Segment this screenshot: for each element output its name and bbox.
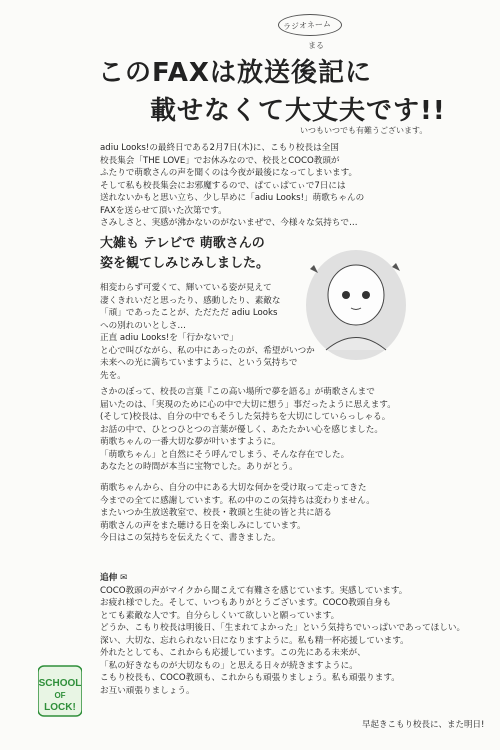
text-line: 深い、大切な、忘れられない日になりますように。私も精一杯応援しています。 [100, 635, 409, 646]
text-line: 相変わらず可愛くて、輝いている姿が見えて [100, 283, 272, 293]
text-line: 萌歌ちゃんの一番大切な夢が叶いますように。 [100, 437, 281, 447]
text-line: 校長集会「THE LOVE」でお休みなので、校長とCOCO教頭が [100, 155, 340, 166]
postscript [100, 572, 465, 697]
right-eye [362, 291, 370, 299]
text-line: 「頑」であったことが、ただただ adiu Looks [100, 308, 278, 318]
text-line: お互い頑張りましょう。 [100, 685, 195, 696]
text-line: ふたりで萌歌さんの声を聞くのは今夜が最後になってしまいます。 [100, 168, 358, 178]
text-line: 「私の好きなものが大切なもの」と思える日々が続きますように。 [100, 660, 358, 671]
text-line: 未来への光に満ちていますように、という気持ちで [100, 358, 298, 368]
portrait-illustration [296, 245, 416, 365]
text-line: どうか、こもり校長は明後日、「生まれてよかった」という気持ちでいっぱいであってほしい。 [100, 623, 466, 633]
text-line: お話の中で、ひとつひとつの言葉が優しく、あたたかい心を感じました。 [100, 424, 383, 435]
left-eye [342, 291, 350, 299]
text-line: 萌歌ちゃんから、自分の中にある大切な何かを受け取って走ってきた [100, 483, 367, 493]
text-line: への別れのいとしさ… [100, 320, 186, 331]
paragraph-1 [100, 142, 364, 230]
text-line: こもり校長も、COCO教頭も、これからも頑張りましょう。私も頑張ります。 [100, 673, 400, 683]
postscript-heading: 追伸 ✉ [100, 573, 128, 583]
text-line: とても素敵な人です。自分らしくいて欲しいと願っています。 [100, 610, 340, 621]
text-line: さみしさと、実感が沸かないのがないまぜで、今様々な気持ちで… [100, 218, 358, 228]
text-line: 外れたとしても、これからも応援しています。この先にある未来が、 [100, 648, 366, 658]
text-line: adiu Looks!の最終日である2月7日(木)に、こもり校長は全国 [100, 143, 339, 153]
text-line: 「萌歌ちゃん」と自然にそう呼んでしまう、そんな存在でした。 [100, 449, 350, 460]
text-line: あなたとの時間が本当に宝物でした。ありがとう。 [100, 462, 298, 472]
school-of-lock-logo [38, 660, 82, 720]
svg-text:SCHOOL: SCHOOL [38, 678, 82, 689]
text-line: (そして)校長は、自分の中でもそうした気持ちを大切にしていらっしゃる。 [100, 412, 391, 422]
big-line-1: 大雑も テレビで 萌歌さんの [100, 236, 265, 251]
sparkle-icon [310, 265, 318, 273]
radio-name: まる [308, 41, 324, 50]
text-line: またいつか生放送教室で、校長・教頭と生徒の皆と共に語る [100, 508, 332, 518]
text-line: そして私も校長集会にお邪魔するので、ぱてぃぱてぃで7日には [100, 180, 346, 191]
svg-text:OF: OF [54, 691, 66, 700]
text-line: FAXを送らせて頂いた次第です。 [100, 205, 227, 216]
text-line: 今までの全てに感謝しています。私の中のこの気持ちは変わりません。 [100, 495, 375, 506]
big-line-2: 姿を観てしみじみしました。 [100, 256, 270, 271]
tagline: いつもいつでも有難うございます。 [300, 126, 428, 135]
text-line: 正直 adiu Looks!を「行かないで」 [100, 333, 239, 343]
signature: 早起きこもり校長に、また明日! [362, 720, 485, 730]
title-line-2: 載せなくて大丈夫です!! [150, 96, 446, 126]
paragraph-4 [100, 482, 375, 545]
text-line: 先を。 [100, 370, 126, 381]
text-line: さかのぼって、校長の言葉『この高い場所で夢を語る』が萌歌さんまで [100, 387, 375, 397]
text-line: 凄くきれいだと思ったり、感動したり、素敵な [100, 295, 281, 306]
text-line: 送れないかもと思い立ち、少し早めに「adiu Looks!」萌歌ちゃんの [100, 193, 365, 203]
paragraph-2 [100, 282, 315, 382]
paragraph-3 [100, 386, 396, 474]
text-line: 萌歌さんの声をまた聴ける日を楽しみにしています。 [100, 520, 306, 531]
text-line: 届いたのは、「実現のために心の中で大切に想う」事だったように思えます。 [100, 399, 396, 410]
title-line-1: このFAXは放送後記に [98, 58, 372, 88]
text-line: と心で叫びながら、私の中にあったのが、希望がいつか [100, 345, 315, 356]
text-line: お疲れ様でした。そして、いつもありがとうございます。COCO教頭自身も [100, 598, 392, 608]
text-line: 今日はこの気持ちを伝えたくて、書きました。 [100, 533, 281, 543]
face-shape [328, 265, 384, 325]
radio-name-label: ラジオネーム [282, 19, 332, 32]
text-line: COCO教頭の声がマイクから聞こえて有難さを感じています。実感しています。 [100, 585, 408, 596]
svg-text:LOCK!: LOCK! [44, 702, 76, 713]
